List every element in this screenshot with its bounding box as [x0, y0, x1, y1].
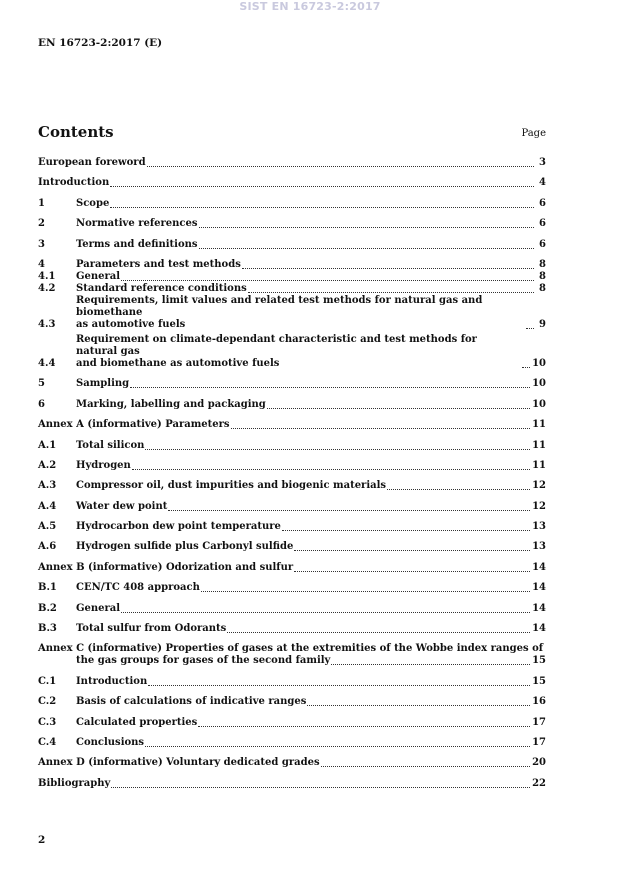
toc-entry-page: 6	[539, 238, 546, 250]
toc-entry-title: Annex A (informative) Parameters	[38, 419, 230, 431]
toc-entry-number: 4.3	[38, 318, 56, 330]
toc-entry-number: 4	[38, 258, 45, 270]
toc-entry-number: 5	[38, 378, 45, 390]
toc-entry[interactable]	[38, 521, 546, 533]
toc-entry-title: Bibliography	[38, 777, 111, 789]
toc-entry-title: Parameters and test methods	[76, 258, 241, 270]
toc-entry-title: Standard reference conditions	[76, 282, 247, 294]
toc-entry[interactable]	[38, 541, 546, 553]
toc-entry-page: 10	[532, 357, 546, 369]
toc-entry-page: 9	[539, 318, 546, 330]
toc-entry[interactable]	[38, 562, 546, 574]
toc-entry-title: CEN/TC 408 approach	[76, 582, 200, 594]
toc-entry-title: Basis of calculations of indicative ranges	[76, 696, 307, 708]
dot-leader	[147, 166, 534, 167]
dot-leader	[282, 530, 530, 531]
toc-entry-page: 22	[532, 777, 546, 789]
toc-entry[interactable]	[38, 295, 546, 331]
toc-entry-number: 4.1	[38, 270, 56, 282]
toc-entry[interactable]	[38, 480, 546, 492]
toc-entry[interactable]	[38, 378, 546, 390]
toc-entry-number: 6	[38, 398, 45, 410]
toc-entry-page: 20	[532, 757, 546, 769]
dot-leader	[248, 292, 534, 293]
dot-leader	[331, 664, 530, 665]
toc-entry-page: 10	[532, 378, 546, 390]
dot-leader	[231, 428, 531, 429]
toc-entry-number: B.2	[38, 602, 57, 614]
toc-entry-page: 8	[539, 270, 546, 282]
toc-entry-title: Hydrogen sulfide plus Carbonyl sulfide	[76, 541, 294, 553]
toc-entry-title: Sampling	[76, 378, 130, 390]
toc-entry-number: 1	[38, 197, 45, 209]
toc-entry-page: 15	[532, 655, 546, 667]
toc-entry-page: 14	[532, 623, 546, 635]
toc-entry-page: 16	[532, 696, 546, 708]
toc-entry-title: Requirements, limit values and related test methods for natural gas and biomethane as automotive fuels	[76, 294, 483, 330]
toc-entry-title: General	[76, 602, 121, 614]
toc-entry-page: 8	[539, 282, 546, 294]
toc-entry-number: C.1	[38, 675, 57, 687]
toc-entry-number: C.3	[38, 716, 57, 728]
document-header: EN 16723-2:2017 (E)	[38, 37, 163, 49]
dot-leader	[111, 787, 530, 788]
toc-entry-page: 14	[532, 561, 546, 573]
toc-entry-title: Total silicon	[76, 439, 145, 451]
toc-entry[interactable]	[38, 643, 546, 667]
toc-entry[interactable]	[38, 501, 546, 513]
dot-leader	[294, 550, 530, 551]
toc-entry-title: European foreword	[38, 157, 146, 168]
toc-entry-page: 3	[539, 157, 546, 168]
toc-entry-page: 13	[532, 521, 546, 533]
toc-entry-number: 3	[38, 238, 45, 250]
toc-entry-number: A.2	[38, 459, 57, 471]
toc-entry[interactable]	[38, 676, 546, 688]
toc-entry[interactable]	[38, 157, 546, 169]
toc-entry[interactable]	[38, 757, 546, 769]
dot-leader	[148, 685, 530, 686]
toc-entry[interactable]	[38, 198, 546, 210]
toc-entry-number: C.2	[38, 696, 57, 708]
toc-entry-number: 4.4	[38, 357, 56, 369]
toc-entry-title: Total sulfur from Odorants	[76, 623, 227, 635]
toc-entry-page: 14	[532, 582, 546, 594]
toc-entry-title: Water dew point	[76, 500, 168, 512]
dot-leader	[121, 280, 534, 281]
dot-leader	[130, 387, 530, 388]
dot-leader	[199, 227, 535, 228]
contents-title: Contents	[38, 123, 114, 141]
toc-entry-number: B.1	[38, 582, 57, 594]
dot-leader	[387, 489, 530, 490]
toc-entry-page: 10	[532, 398, 546, 410]
dot-leader	[145, 746, 530, 747]
toc-entry-title: Hydrogen	[76, 459, 131, 471]
dot-leader	[294, 571, 530, 572]
toc-entry-title: Normative references	[76, 218, 198, 230]
toc-entry-title: Hydrocarbon dew point temperature	[76, 521, 281, 533]
toc-entry-number: 2	[38, 218, 45, 230]
toc-entry[interactable]	[38, 696, 546, 708]
toc-entry[interactable]	[38, 778, 546, 790]
toc-entry-page: 14	[532, 602, 546, 614]
toc-entry-title-line: the gas groups for gases of the second family	[76, 655, 331, 667]
dot-leader	[267, 408, 530, 409]
table-of-contents	[38, 157, 546, 790]
toc-entry-number: A.1	[38, 439, 57, 451]
toc-entry-title: Introduction	[38, 177, 110, 189]
page-number: 2	[38, 834, 46, 846]
toc-entry[interactable]	[38, 239, 546, 251]
toc-entry-title: Introduction	[76, 675, 148, 687]
toc-entry-title: Compressor oil, dust impurities and biogenic materials	[76, 480, 387, 492]
toc-entry[interactable]	[38, 271, 546, 283]
toc-entry[interactable]	[38, 717, 546, 729]
toc-entry-page: 12	[532, 480, 546, 492]
toc-entry-page: 8	[539, 258, 546, 270]
dot-leader	[227, 632, 530, 633]
toc-entry[interactable]	[38, 399, 546, 411]
toc-entry-title: Scope	[76, 197, 110, 209]
toc-entry-page: 11	[532, 459, 546, 471]
toc-entry-title: Annex B (informative) Odorization and sulfur	[38, 561, 294, 573]
page-column-label: Page	[521, 128, 546, 139]
toc-entry[interactable]	[38, 419, 546, 431]
toc-entry[interactable]	[38, 334, 546, 370]
toc-entry-number: 4.2	[38, 282, 56, 294]
toc-entry-page: 15	[532, 675, 546, 687]
toc-entry-title: Conclusions	[76, 736, 145, 748]
dot-leader	[132, 469, 530, 470]
dot-leader	[526, 328, 534, 329]
toc-entry-title: Annex D (informative) Voluntary dedicated grades	[38, 757, 320, 769]
toc-entry-title-line: Annex C (informative) Properties of gases at the extremities of the Wobbe index ranges of	[38, 643, 544, 655]
toc-entry[interactable]	[38, 218, 546, 230]
dot-leader	[121, 612, 530, 613]
dot-leader	[110, 186, 534, 187]
dot-leader	[522, 367, 530, 368]
dot-leader	[199, 248, 534, 249]
watermark: SIST EN 16723-2:2017	[239, 0, 381, 13]
toc-entry-title: Marking, labelling and packaging	[76, 398, 266, 410]
toc-entry-page: 17	[532, 716, 546, 728]
toc-entry-page: 6	[539, 218, 546, 230]
dot-leader	[168, 510, 530, 511]
toc-entry-page: 11	[532, 439, 546, 451]
dot-leader	[242, 268, 534, 269]
toc-entry-title: Terms and definitions	[76, 238, 198, 250]
toc-entry-page: 13	[532, 541, 546, 553]
toc-entry[interactable]	[38, 440, 546, 452]
toc-entry-title: Calculated properties	[76, 716, 198, 728]
toc-entry[interactable]	[38, 283, 546, 295]
toc-entry-number: A.3	[38, 480, 57, 492]
dot-leader	[201, 591, 530, 592]
toc-entry[interactable]	[38, 623, 546, 635]
dot-leader	[110, 207, 534, 208]
toc-entry[interactable]	[38, 259, 546, 271]
dot-leader	[198, 726, 530, 727]
toc-entry[interactable]	[38, 582, 546, 594]
toc-entry-page: 12	[532, 500, 546, 512]
dot-leader	[321, 766, 531, 767]
toc-entry-title: General	[76, 270, 121, 282]
toc-entry-page: 17	[532, 736, 546, 748]
toc-entry-page: 4	[539, 177, 546, 189]
toc-entry-number: C.4	[38, 736, 57, 748]
toc-entry[interactable]	[38, 737, 546, 749]
toc-entry[interactable]	[38, 177, 546, 189]
dot-leader	[145, 449, 530, 450]
toc-entry-number: A.5	[38, 521, 57, 533]
toc-entry-page: 11	[532, 419, 546, 431]
toc-entry-number: A.6	[38, 541, 57, 553]
toc-entry-number: A.4	[38, 500, 57, 512]
dot-leader	[307, 705, 530, 706]
toc-entry-number: B.3	[38, 623, 57, 635]
toc-entry[interactable]	[38, 603, 546, 615]
toc-entry-title: Requirement on climate-dependant characteristic and test methods for natural gas and biomethane as automotive fuels	[76, 333, 477, 369]
toc-entry-page: 6	[539, 197, 546, 209]
toc-entry[interactable]	[38, 460, 546, 472]
